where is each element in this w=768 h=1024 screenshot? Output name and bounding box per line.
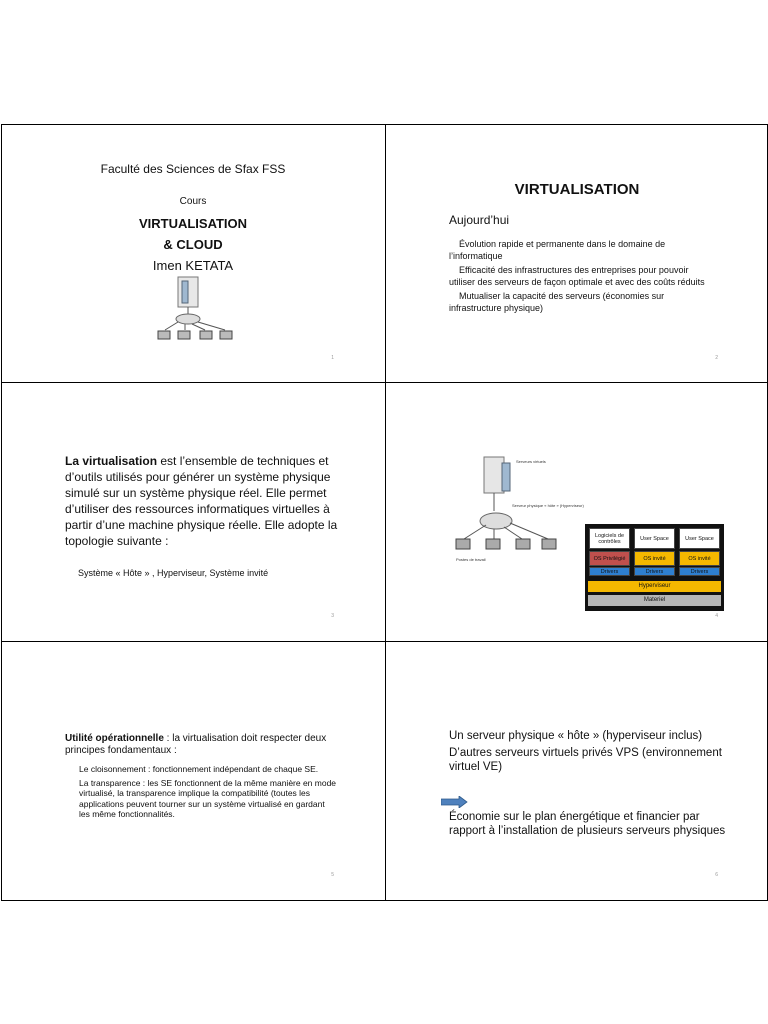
- slide-2: [386, 125, 768, 383]
- computer-icons: [158, 322, 232, 339]
- cloud-icon: [176, 314, 200, 324]
- page-number: 6: [715, 872, 718, 878]
- slide-5: [2, 642, 384, 900]
- slide-3: [2, 383, 384, 641]
- slide-subtitle: Aujourd’hui: [449, 213, 510, 227]
- definition-term: La virtualisation: [65, 454, 158, 468]
- list-item: La transparence : les SE fonctionnent de la même manière en mode virtualisé, la transparence implique la compatibilité (toutes les applications peuvent tourner sur un système virtualisé en gardant les même fonctionnalités.: [79, 777, 337, 819]
- server-icon: [484, 457, 504, 493]
- slide-6: [386, 642, 768, 900]
- host-server-text: Un serveur physique « hôte » (hyperviseur inclus): [449, 730, 703, 742]
- guest-os-box: OS invité: [634, 551, 675, 566]
- course-title: [2, 213, 384, 255]
- slide-1: [2, 125, 384, 383]
- hypervisor-layer: Hyperviseur: [588, 581, 721, 592]
- course-title-line1: VIRTUALISATION: [138, 216, 248, 231]
- guest-os-box: OS invité: [679, 551, 720, 566]
- host-server-label: Serveur physique « hôte » (Hyperviseur): [512, 503, 584, 508]
- principles-text: : la virtualisation doit respecter deux principes fondamentaux :: [65, 733, 327, 756]
- network-illustration: [150, 275, 240, 345]
- course-title-line2: & CLOUD: [163, 237, 223, 252]
- principles-list: [79, 764, 337, 823]
- page-number: 4: [715, 613, 718, 619]
- definition-paragraph: [65, 453, 340, 549]
- economy-text: Économie sur le plan énergétique et financier par rapport à l’installation de plusieurs serveurs physiques: [449, 811, 726, 837]
- privileged-os-box: OS Privilégié: [589, 551, 630, 566]
- list-item: Évolution rapide et permanente dans le domaine de l’informatique: [449, 239, 666, 261]
- drivers-box: Drivers: [634, 567, 675, 576]
- slides-grid: [1, 124, 768, 901]
- principles-intro: [65, 733, 335, 757]
- drivers-box: Drivers: [679, 567, 720, 576]
- virtual-servers-text: D’autres serveurs virtuels privés VPS (environnement virtuel VE): [449, 747, 722, 773]
- topology-list: Système « Hôte » , Hyperviseur, Système invité: [78, 568, 269, 578]
- vps-text: [449, 729, 739, 777]
- workstations-label: Postes de travail: [456, 557, 486, 562]
- arrow-right-icon: [441, 796, 469, 808]
- course-label: Cours: [179, 196, 207, 207]
- definition-text: est l’ensemble de techniques et d’outils utilisés pour générer un système physique simulé sur un système physique réel. Elle permet d’utiliser des ressources informatiques virtuelles à partir d’une machine physique réelle. Elle adopte la topologie suivante :: [65, 454, 338, 548]
- cloud-icon: [480, 513, 512, 529]
- network-diagram: [436, 453, 606, 578]
- author-name: Imen KETATA: [152, 258, 234, 273]
- slide-title: VIRTUALISATION: [514, 181, 640, 198]
- control-software-box: Logiciels de contrôles: [589, 528, 630, 549]
- slide-4: [386, 383, 768, 641]
- virtual-servers-label: Serveurs virtuels: [516, 459, 546, 464]
- page-number: 3: [331, 613, 334, 619]
- user-space-box: User Space: [634, 528, 675, 549]
- virtualization-stack: [585, 524, 724, 611]
- user-space-box: User Space: [679, 528, 720, 549]
- list-item: Mutualiser la capacité des serveurs (économies sur infrastructure physique): [449, 291, 665, 313]
- drivers-box: Drivers: [589, 567, 630, 576]
- bullet-list: [449, 238, 709, 316]
- list-item: Efficacité des infrastructures des entreprises pour pouvoir utiliser des serveurs de façon optimale et avec des coûts réduits: [449, 265, 705, 287]
- page-number: 5: [331, 872, 334, 878]
- page-number: 1: [331, 355, 334, 361]
- faculty-name: Faculté des Sciences de Sfax FSS: [100, 162, 286, 176]
- hardware-layer: Materiel: [588, 595, 721, 606]
- principles-term: Utilité opérationnelle: [65, 733, 164, 744]
- page-number: 2: [715, 355, 718, 361]
- list-item: Le cloisonnement : fonctionnement indépendant de chaque SE.: [79, 764, 319, 774]
